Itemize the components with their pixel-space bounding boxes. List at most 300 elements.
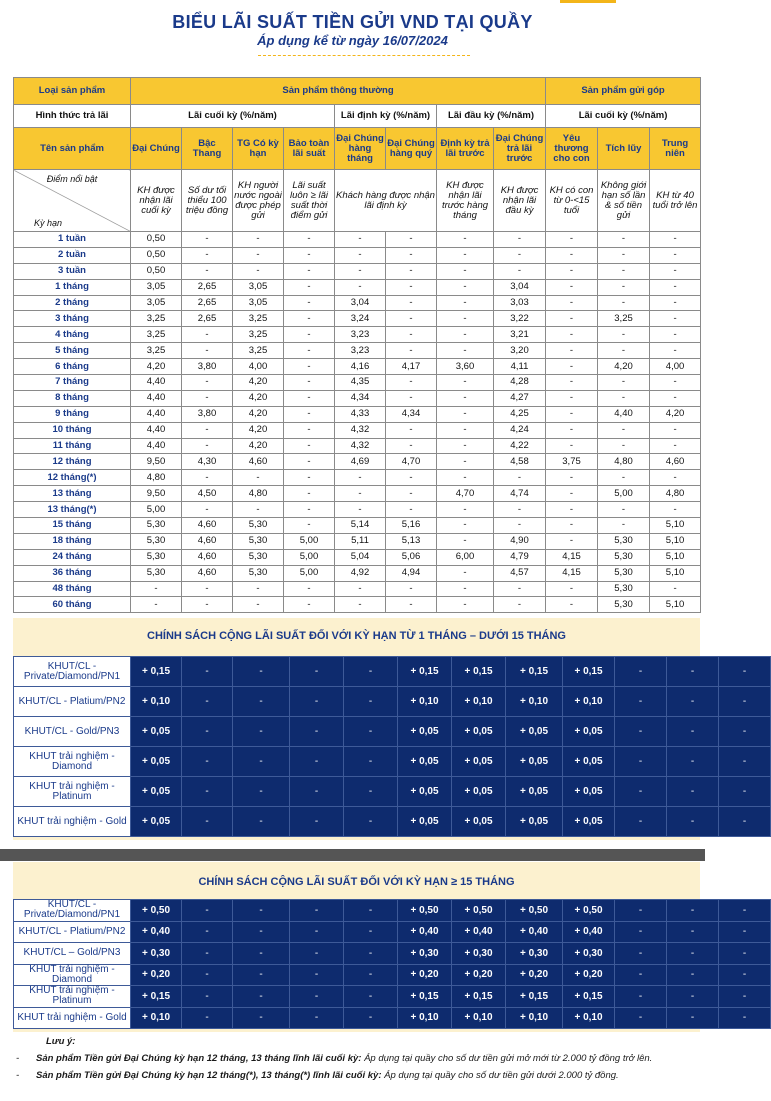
rate-row: [14, 359, 701, 375]
rate-cell: 5,10: [650, 565, 701, 581]
rate-cell: -: [386, 327, 437, 343]
rate-cell: -: [546, 502, 598, 518]
bonus-cell: + 0,40: [452, 921, 506, 943]
product-name-cell: Đại Chúng trả lãi trước: [494, 128, 546, 170]
rate-cell: -: [650, 247, 701, 263]
rate-cell: -: [386, 232, 437, 248]
bonus-cell: + 0,15: [131, 986, 182, 1008]
rate-cell: -: [233, 502, 284, 518]
bonus-row: [14, 964, 771, 986]
bonus-cell: -: [233, 943, 290, 965]
rate-cell: 4,80: [650, 486, 701, 502]
product-desc-cell: Lãi suất luôn ≥ lãi suất thời điểm gửi: [284, 170, 335, 232]
rate-cell: -: [182, 581, 233, 597]
rate-cell: 4,40: [131, 406, 182, 422]
bonus-cell: -: [182, 964, 233, 986]
bonus-cell: -: [344, 986, 398, 1008]
rate-row: [14, 470, 701, 486]
rate-cell: -: [386, 279, 437, 295]
term-cell: 60 tháng: [14, 597, 131, 613]
bonus-cell: + 0,15: [563, 986, 615, 1008]
rate-cell: 5,30: [598, 597, 650, 613]
rate-cell: -: [182, 263, 233, 279]
rate-cell: -: [650, 375, 701, 391]
bonus-cell: + 0,10: [506, 687, 563, 717]
bonus-cell: + 0,30: [563, 943, 615, 965]
rate-cell: 3,23: [335, 343, 386, 359]
highlight-label: Điểm nổi bật: [46, 174, 98, 184]
rate-cell: -: [546, 581, 598, 597]
bonus-cell: -: [667, 921, 719, 943]
bonus-table-long-term: [13, 899, 771, 1029]
bonus-cell: -: [290, 921, 344, 943]
bonus-cell: + 0,20: [398, 964, 452, 986]
rate-cell: -: [650, 232, 701, 248]
bonus-cell: -: [344, 807, 398, 837]
bonus-cell: + 0,15: [452, 657, 506, 687]
rate-cell: -: [284, 375, 335, 391]
rate-cell: -: [650, 502, 701, 518]
rate-row: [14, 406, 701, 422]
rate-cell: -: [598, 263, 650, 279]
rate-cell: 4,60: [650, 454, 701, 470]
bonus-cell: + 0,30: [131, 943, 182, 965]
bonus-cell: + 0,05: [398, 717, 452, 747]
rate-cell: -: [386, 438, 437, 454]
rate-cell: -: [284, 406, 335, 422]
bonus-row: [14, 807, 771, 837]
rate-cell: -: [386, 375, 437, 391]
rate-row: [14, 486, 701, 502]
bonus-cell: + 0,10: [452, 1007, 506, 1029]
rate-row: [14, 597, 701, 613]
rate-cell: 3,80: [182, 406, 233, 422]
rate-cell: 4,24: [494, 422, 546, 438]
rate-cell: 4,15: [546, 565, 598, 581]
rate-cell: -: [494, 518, 546, 534]
bonus-cell: + 0,05: [452, 777, 506, 807]
rate-cell: 5,16: [386, 518, 437, 534]
bonus-row: [14, 943, 771, 965]
product-desc-cell: KH từ 40 tuổi trở lên: [650, 170, 701, 232]
bonus-title-long-term: CHÍNH SÁCH CỘNG LÃI SUẤT ĐỐI VỚI KỲ HẠN ≥ 15 THÁNG: [198, 876, 515, 888]
rate-cell: -: [335, 597, 386, 613]
rate-cell: -: [437, 232, 494, 248]
bonus-cell: -: [233, 1007, 290, 1029]
product-name-cell: TG Có kỳ hạn: [233, 128, 284, 170]
header-installment-products: Sản phẩm gửi góp: [546, 78, 701, 105]
product-name-cell: Yêu thương cho con: [546, 128, 598, 170]
bonus-cell: + 0,15: [131, 657, 182, 687]
bonus-cell: -: [182, 807, 233, 837]
bonus-cell: -: [290, 943, 344, 965]
rate-cell: -: [182, 422, 233, 438]
term-cell: 12 tháng(*): [14, 470, 131, 486]
term-cell: 7 tháng: [14, 375, 131, 391]
bonus-cell: -: [344, 657, 398, 687]
rate-cell: -: [650, 343, 701, 359]
bonus-cell: + 0,50: [452, 900, 506, 922]
rate-cell: 5,30: [131, 549, 182, 565]
rate-row: [14, 549, 701, 565]
rate-cell: 4,40: [131, 375, 182, 391]
rate-cell: -: [182, 327, 233, 343]
rate-cell: -: [598, 232, 650, 248]
bonus-row: [14, 747, 771, 777]
rate-cell: 3,22: [494, 311, 546, 327]
rate-cell: 3,04: [494, 279, 546, 295]
rate-cell: 4,11: [494, 359, 546, 375]
rate-cell: -: [494, 597, 546, 613]
rate-cell: 5,00: [598, 486, 650, 502]
rate-cell: 4,22: [494, 438, 546, 454]
bonus-tier-label: KHUT/CL - Gold/PN3: [14, 717, 131, 747]
bonus-cell: -: [344, 964, 398, 986]
bonus-cell: + 0,15: [452, 986, 506, 1008]
rate-row: [14, 581, 701, 597]
rate-cell: -: [284, 263, 335, 279]
bonus-cell: -: [615, 657, 667, 687]
rate-cell: 4,60: [182, 518, 233, 534]
rate-cell: 3,24: [335, 311, 386, 327]
bonus-cell: -: [615, 777, 667, 807]
bonus-cell: -: [290, 657, 344, 687]
rate-cell: -: [284, 486, 335, 502]
rate-cell: 5,30: [598, 581, 650, 597]
bonus-cell: -: [290, 900, 344, 922]
rate-cell: -: [437, 438, 494, 454]
rate-cell: -: [182, 502, 233, 518]
term-cell: 3 tháng: [14, 311, 131, 327]
rate-cell: -: [546, 406, 598, 422]
bonus-cell: -: [615, 986, 667, 1008]
bonus-cell: -: [615, 921, 667, 943]
rate-cell: -: [650, 390, 701, 406]
bonus-cell: -: [719, 717, 771, 747]
bonus-cell: -: [290, 777, 344, 807]
rate-cell: 4,70: [386, 454, 437, 470]
term-cell: 11 tháng: [14, 438, 131, 454]
rate-cell: -: [598, 279, 650, 295]
bonus-cell: -: [290, 807, 344, 837]
term-cell: 9 tháng: [14, 406, 131, 422]
rate-cell: 5,10: [650, 597, 701, 613]
product-desc-cell: KH được nhận lãi cuối kỳ: [131, 170, 182, 232]
bonus-cell: -: [344, 1007, 398, 1029]
bonus-cell: -: [182, 687, 233, 717]
bonus-cell: -: [719, 747, 771, 777]
rate-cell: -: [546, 232, 598, 248]
rate-cell: 3,05: [131, 295, 182, 311]
bonus-cell: -: [233, 921, 290, 943]
bonus-cell: -: [615, 807, 667, 837]
bonus-cell: -: [233, 986, 290, 1008]
header-product-name: Tên sản phẩm: [14, 128, 131, 170]
rate-cell: 4,20: [233, 406, 284, 422]
rate-cell: 4,32: [335, 422, 386, 438]
rate-cell: -: [386, 581, 437, 597]
bonus-cell: -: [719, 986, 771, 1008]
rate-cell: 4,28: [494, 375, 546, 391]
rate-cell: 3,75: [546, 454, 598, 470]
rate-cell: 9,50: [131, 454, 182, 470]
bonus-cell: -: [667, 777, 719, 807]
rate-cell: 0,50: [131, 263, 182, 279]
rate-cell: -: [386, 390, 437, 406]
rate-cell: 5,13: [386, 533, 437, 549]
rate-cell: -: [182, 375, 233, 391]
rate-cell: 4,34: [335, 390, 386, 406]
bonus-cell: + 0,10: [398, 1007, 452, 1029]
bonus-cell: -: [719, 1007, 771, 1029]
rate-cell: 2,65: [182, 279, 233, 295]
bonus-cell: + 0,05: [131, 777, 182, 807]
rate-cell: 4,70: [437, 486, 494, 502]
rate-cell: 4,40: [131, 390, 182, 406]
rate-cell: 0,50: [131, 232, 182, 248]
rate-cell: -: [284, 359, 335, 375]
bonus-cell: -: [344, 687, 398, 717]
rate-cell: -: [598, 295, 650, 311]
rate-cell: -: [284, 311, 335, 327]
rate-cell: 3,20: [494, 343, 546, 359]
bonus-cell: -: [615, 687, 667, 717]
bonus-cell: + 0,10: [563, 1007, 615, 1029]
rate-cell: -: [284, 343, 335, 359]
bonus-tier-label: KHUT/CL – Gold/PN3: [14, 943, 131, 965]
rate-cell: -: [494, 247, 546, 263]
term-cell: 8 tháng: [14, 390, 131, 406]
rate-cell: 4,15: [546, 549, 598, 565]
rate-cell: 4,60: [182, 549, 233, 565]
rate-cell: -: [598, 390, 650, 406]
rate-row: [14, 279, 701, 295]
bonus-cell: + 0,05: [506, 777, 563, 807]
rate-cell: 4,92: [335, 565, 386, 581]
rate-cell: -: [598, 470, 650, 486]
product-name-cell: Đại Chúng hàng tháng: [335, 128, 386, 170]
product-desc-cell: KH được nhận lãi trước hàng tháng: [437, 170, 494, 232]
rate-cell: -: [546, 247, 598, 263]
bonus-cell: -: [233, 807, 290, 837]
bonus-cell: -: [344, 747, 398, 777]
header-interest-method: Hình thức trả lãi: [14, 105, 131, 128]
rate-cell: -: [650, 327, 701, 343]
rate-cell: 4,27: [494, 390, 546, 406]
header-upfront: Lãi đầu kỳ (%/năm): [437, 105, 546, 128]
rate-cell: 4,80: [131, 470, 182, 486]
term-cell: 2 tháng: [14, 295, 131, 311]
product-name-cell: Đại Chúng: [131, 128, 182, 170]
rate-cell: 4,58: [494, 454, 546, 470]
rate-cell: 5,11: [335, 533, 386, 549]
bonus-cell: -: [344, 943, 398, 965]
rate-cell: -: [437, 470, 494, 486]
rate-cell: -: [650, 470, 701, 486]
term-cell: 12 tháng: [14, 454, 131, 470]
bonus-cell: + 0,05: [398, 747, 452, 777]
bonus-section-short-term: [13, 618, 747, 840]
rate-cell: -: [546, 518, 598, 534]
bonus-cell: + 0,50: [131, 900, 182, 922]
rate-cell: 4,79: [494, 549, 546, 565]
bonus-tier-label: KHUT/CL - Private/Diamond/PN1: [14, 900, 131, 922]
bonus-cell: + 0,05: [506, 747, 563, 777]
rate-cell: 5,30: [233, 565, 284, 581]
rate-row: [14, 502, 701, 518]
bonus-cell: -: [667, 717, 719, 747]
bonus-cell: + 0,30: [506, 943, 563, 965]
rate-cell: 4,16: [335, 359, 386, 375]
bonus-cell: -: [233, 747, 290, 777]
rate-cell: 2,65: [182, 311, 233, 327]
rate-cell: 4,20: [233, 390, 284, 406]
rate-cell: 4,20: [650, 406, 701, 422]
rate-cell: 4,80: [598, 454, 650, 470]
bonus-cell: + 0,50: [398, 900, 452, 922]
bonus-cell: -: [615, 964, 667, 986]
rate-cell: 3,04: [335, 295, 386, 311]
bonus-cell: + 0,20: [131, 964, 182, 986]
rate-cell: 4,33: [335, 406, 386, 422]
bonus-cell: -: [290, 1007, 344, 1029]
top-accent-bar: [560, 0, 616, 3]
rate-cell: -: [546, 359, 598, 375]
bonus-tier-label: KHUT trải nghiệm - Diamond: [14, 964, 131, 986]
bonus-cell: + 0,50: [506, 900, 563, 922]
bonus-cell: + 0,10: [131, 687, 182, 717]
rate-cell: -: [598, 422, 650, 438]
rate-cell: -: [284, 422, 335, 438]
product-desc-cell: KH được nhận lãi đầu kỳ: [494, 170, 546, 232]
rate-cell: -: [335, 486, 386, 502]
bonus-cell: -: [182, 943, 233, 965]
bonus-cell: -: [182, 657, 233, 687]
rate-cell: 4,17: [386, 359, 437, 375]
rate-cell: -: [386, 597, 437, 613]
term-cell: 10 tháng: [14, 422, 131, 438]
bonus-title-short-term: CHÍNH SÁCH CỘNG LÃI SUẤT ĐỐI VỚI KỲ HẠN TỪ 1 THÁNG – DƯỚI 15 THÁNG: [147, 630, 566, 642]
product-desc-cell: Khách hàng được nhận lãi định kỳ: [335, 170, 437, 232]
rate-cell: -: [546, 263, 598, 279]
rate-cell: 5,30: [233, 549, 284, 565]
rate-cell: 5,30: [233, 518, 284, 534]
bonus-cell: + 0,15: [506, 986, 563, 1008]
bonus-cell: -: [182, 717, 233, 747]
rate-cell: 3,25: [131, 311, 182, 327]
product-name-cell: Định kỳ trả lãi trước: [437, 128, 494, 170]
rate-cell: 3,05: [233, 279, 284, 295]
rate-cell: 5,30: [233, 533, 284, 549]
rate-row: [14, 311, 701, 327]
rate-cell: 3,80: [182, 359, 233, 375]
rate-table: [13, 77, 701, 613]
bonus-cell: -: [233, 900, 290, 922]
rate-cell: 5,00: [131, 502, 182, 518]
bonus-cell: + 0,20: [506, 964, 563, 986]
bonus-cell: -: [344, 921, 398, 943]
rate-cell: -: [284, 279, 335, 295]
bonus-tier-label: KHUT/CL - Platium/PN2: [14, 687, 131, 717]
rate-cell: -: [335, 279, 386, 295]
header-standard-products: Sản phẩm thông thường: [131, 78, 546, 105]
header-end-of-term: Lãi cuối kỳ (%/năm): [131, 105, 335, 128]
bonus-cell: + 0,20: [563, 964, 615, 986]
rate-cell: 4,50: [182, 486, 233, 502]
bonus-cell: -: [667, 687, 719, 717]
product-name-cell: Bậc Thang: [182, 128, 233, 170]
bonus-cell: -: [344, 777, 398, 807]
rate-cell: -: [335, 502, 386, 518]
bonus-cell: -: [182, 1007, 233, 1029]
rate-cell: -: [546, 279, 598, 295]
rate-cell: -: [437, 375, 494, 391]
header-periodic: Lãi định kỳ (%/năm): [335, 105, 437, 128]
rate-cell: 4,00: [233, 359, 284, 375]
rate-row: [14, 565, 701, 581]
rate-cell: -: [598, 327, 650, 343]
rate-cell: -: [284, 454, 335, 470]
term-label: Kỳ hạn: [34, 218, 63, 228]
product-desc-cell: KH có con từ 0-<15 tuổi: [546, 170, 598, 232]
bonus-row: [14, 657, 771, 687]
bonus-cell: + 0,05: [563, 717, 615, 747]
rate-cell: 3,25: [233, 311, 284, 327]
rate-cell: -: [598, 343, 650, 359]
bonus-cell: + 0,10: [563, 687, 615, 717]
rate-cell: -: [650, 311, 701, 327]
term-cell: 2 tuần: [14, 247, 131, 263]
bonus-cell: + 0,05: [452, 747, 506, 777]
rate-cell: -: [546, 311, 598, 327]
bonus-cell: + 0,10: [131, 1007, 182, 1029]
rate-cell: 5,30: [131, 533, 182, 549]
rate-cell: -: [650, 438, 701, 454]
note-item: - Sản phẩm Tiền gửi Đại Chúng kỳ hạn 12 tháng, 13 tháng lĩnh lãi cuối kỳ: Áp dụng tại quầy cho số dư tiền gửi mở mới từ 2.000 tỷ đồng trở lên.: [16, 1053, 653, 1064]
bonus-cell: + 0,40: [398, 921, 452, 943]
rate-cell: -: [437, 597, 494, 613]
rate-cell: 5,10: [650, 549, 701, 565]
rate-cell: -: [546, 533, 598, 549]
bonus-cell: + 0,05: [506, 717, 563, 747]
rate-cell: -: [386, 263, 437, 279]
rate-cell: -: [546, 295, 598, 311]
rate-cell: 4,60: [233, 454, 284, 470]
rate-cell: 3,25: [598, 311, 650, 327]
bonus-cell: -: [182, 986, 233, 1008]
rate-cell: -: [386, 470, 437, 486]
rate-cell: -: [437, 406, 494, 422]
rate-cell: -: [284, 327, 335, 343]
rate-cell: -: [437, 343, 494, 359]
rate-cell: -: [437, 295, 494, 311]
bonus-cell: + 0,15: [398, 986, 452, 1008]
rate-cell: -: [284, 581, 335, 597]
rate-cell: 5,06: [386, 549, 437, 565]
rate-cell: -: [284, 232, 335, 248]
term-cell: 13 tháng: [14, 486, 131, 502]
rate-cell: -: [131, 597, 182, 613]
bonus-cell: + 0,05: [563, 747, 615, 777]
rate-cell: 4,20: [233, 422, 284, 438]
rate-cell: 5,04: [335, 549, 386, 565]
rate-cell: 4,20: [598, 359, 650, 375]
rate-cell: 5,14: [335, 518, 386, 534]
rate-row: [14, 438, 701, 454]
rate-cell: -: [284, 247, 335, 263]
rate-cell: -: [546, 438, 598, 454]
rate-cell: -: [386, 311, 437, 327]
